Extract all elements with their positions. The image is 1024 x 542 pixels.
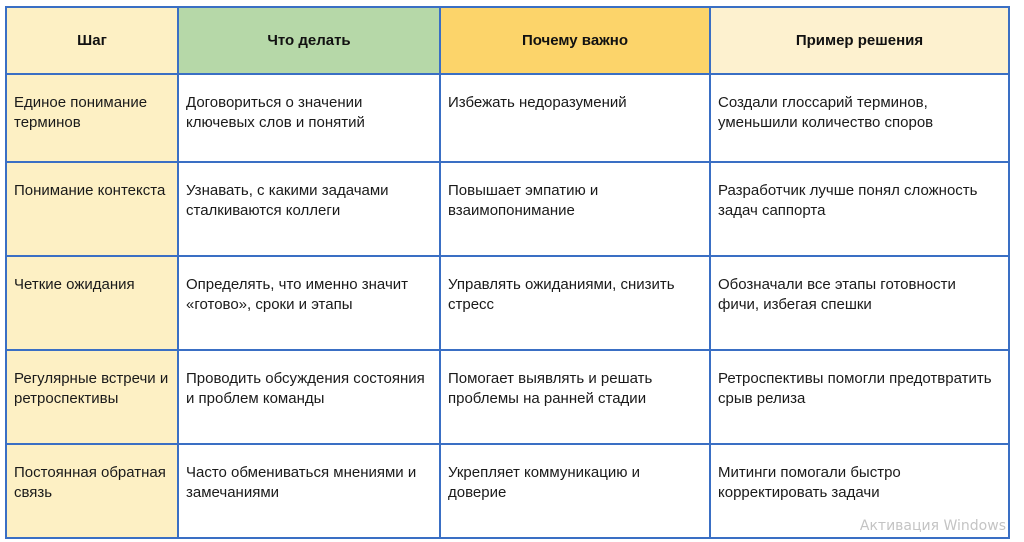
why-text: Помогает выявлять и решать проблемы на ранней стадии	[448, 370, 653, 407]
what-cell	[178, 162, 440, 256]
why-cell	[440, 162, 710, 256]
step-text: Постоянная обратная связь	[14, 464, 166, 501]
why-cell	[440, 256, 710, 350]
header-step: Шаг	[6, 7, 178, 74]
what-text: Определять, что именно значит «готово», сроки и этапы	[186, 276, 409, 313]
what-cell	[178, 350, 440, 444]
what-cell	[178, 74, 440, 162]
step-cell	[6, 444, 178, 538]
step-text: Понимание контекста	[14, 182, 166, 199]
step-cell	[6, 162, 178, 256]
step-cell	[6, 350, 178, 444]
step-cell	[6, 74, 178, 162]
example-text: Ретроспективы помогли предотвратить срыв релиза	[718, 370, 992, 407]
table-row	[6, 350, 1009, 444]
step-text: Четкие ожидания	[14, 276, 135, 293]
example-cell	[710, 162, 1009, 256]
header-row	[6, 7, 1009, 74]
why-text: Повышает эмпатию и взаимопонимание	[448, 182, 599, 219]
what-text: Проводить обсуждения состояния и проблем команды	[186, 370, 425, 407]
header-why-important: Почему важно	[440, 7, 710, 74]
what-cell	[178, 444, 440, 538]
what-text: Узнавать, с какими задачами сталкиваются коллеги	[186, 182, 389, 219]
why-text: Управлять ожиданиями, снизить стресс	[448, 276, 675, 313]
header-example-solution: Пример решения	[710, 7, 1009, 74]
what-text: Часто обмениваться мнениями и замечаниями	[186, 464, 417, 501]
why-cell	[440, 444, 710, 538]
example-cell	[710, 350, 1009, 444]
example-text: Митинги помогали быстро корректировать задачи	[718, 464, 901, 501]
example-cell	[710, 256, 1009, 350]
table-row	[6, 444, 1009, 538]
step-text: Регулярные встречи и ретроспективы	[14, 370, 169, 407]
table-row	[6, 162, 1009, 256]
why-cell	[440, 74, 710, 162]
step-cell	[6, 256, 178, 350]
example-text: Создали глоссарий терминов, уменьшили количество споров	[718, 94, 934, 131]
windows-activation-watermark: Активация Windows	[859, 518, 1006, 534]
header-what-to-do: Что делать	[178, 7, 440, 74]
example-cell	[710, 74, 1009, 162]
why-text: Избежать недоразумений	[448, 94, 627, 111]
step-text: Единое понимание терминов	[14, 94, 148, 131]
what-text: Договориться о значении ключевых слов и понятий	[186, 94, 365, 131]
table-row	[6, 74, 1009, 162]
steps-table	[5, 6, 1010, 539]
example-text: Разработчик лучше понял сложность задач саппорта	[718, 182, 978, 219]
example-text: Обозначали все этапы готовности фичи, избегая спешки	[718, 276, 956, 313]
table-row	[6, 256, 1009, 350]
what-cell	[178, 256, 440, 350]
why-cell	[440, 350, 710, 444]
why-text: Укрепляет коммуникацию и доверие	[448, 464, 641, 501]
